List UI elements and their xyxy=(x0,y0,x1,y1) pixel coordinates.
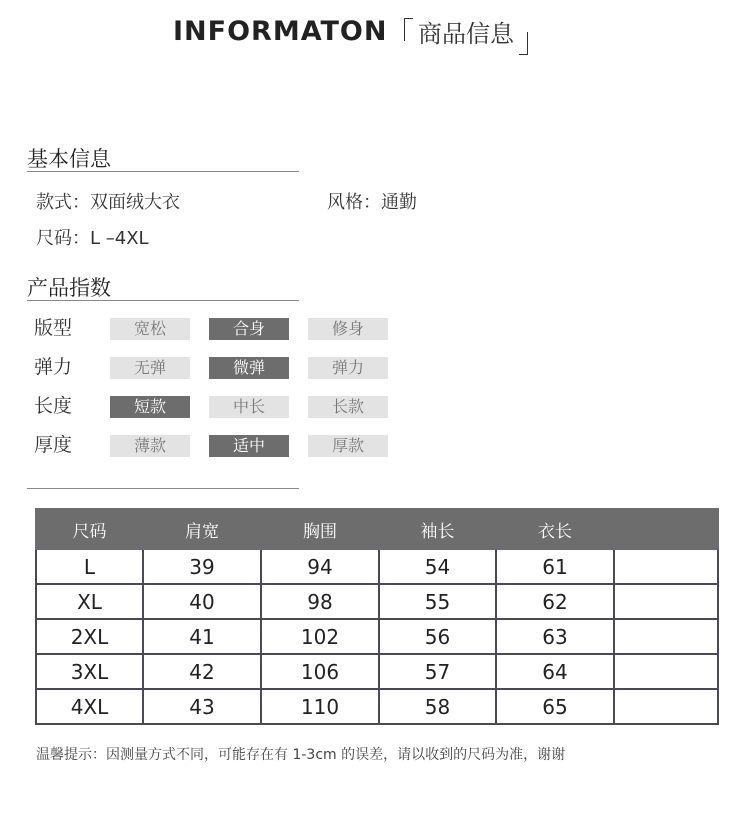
size-table-cell: 55 xyxy=(379,584,496,619)
index-row-label: 弹力 xyxy=(34,356,73,378)
size-table-cell: L xyxy=(36,549,143,584)
size-table-cell xyxy=(614,654,718,689)
index-row xyxy=(34,316,394,340)
size-table-body xyxy=(36,549,718,724)
size-table-cell: 102 xyxy=(261,619,379,654)
size-table-cell: 56 xyxy=(379,619,496,654)
size-table-cell: 2XL xyxy=(36,619,143,654)
table-row xyxy=(36,689,718,724)
index-option-selected: 适中 xyxy=(209,435,289,457)
header-title-cn xyxy=(404,14,528,54)
index-option: 修身 xyxy=(308,318,388,340)
product-index-divider xyxy=(27,300,299,301)
table-row xyxy=(36,584,718,619)
size-table-cell: 64 xyxy=(496,654,614,689)
size-table-cell: XL xyxy=(36,584,143,619)
style-text: 款式：双面绒大衣 xyxy=(36,192,180,213)
index-row xyxy=(34,355,394,379)
index-option: 厚款 xyxy=(308,435,388,457)
page-header xyxy=(0,14,750,58)
size-table-header-cell: 胸围 xyxy=(261,509,379,549)
index-option: 长款 xyxy=(308,396,388,418)
index-option-selected: 短款 xyxy=(110,396,190,418)
feel-text: 风格：通勤 xyxy=(327,192,417,213)
table-row xyxy=(36,549,718,584)
size-table-cell: 58 xyxy=(379,689,496,724)
index-row-label: 厚度 xyxy=(34,434,73,456)
size-table-cell: 106 xyxy=(261,654,379,689)
index-option-selected: 合身 xyxy=(209,318,289,340)
index-bottom-divider xyxy=(27,488,299,489)
size-table-cell: 42 xyxy=(143,654,261,689)
size-table-cell: 61 xyxy=(496,549,614,584)
size-table-cell xyxy=(614,689,718,724)
index-row xyxy=(34,394,394,418)
size-table-cell: 3XL xyxy=(36,654,143,689)
index-option: 中长 xyxy=(209,396,289,418)
size-table-header-cell xyxy=(614,509,718,549)
index-row-label: 版型 xyxy=(34,317,73,339)
right-bracket-decoration xyxy=(519,32,528,55)
index-option: 宽松 xyxy=(110,318,190,340)
size-table-cell: 4XL xyxy=(36,689,143,724)
size-table-header-cell: 尺码 xyxy=(36,509,143,549)
size-table-header-cell: 袖长 xyxy=(379,509,496,549)
index-option: 无弹 xyxy=(110,357,190,379)
table-row xyxy=(36,654,718,689)
size-table-header xyxy=(36,509,718,549)
measurement-note: 温馨提示：因测量方式不同，可能存在有 1-3cm 的误差，请以收到的尺码为准，谢谢 xyxy=(36,747,566,763)
size-table-cell: 54 xyxy=(379,549,496,584)
size-table-cell: 62 xyxy=(496,584,614,619)
basic-info-title: 基本信息 xyxy=(27,147,111,171)
size-table-cell: 39 xyxy=(143,549,261,584)
size-table-header-cell: 肩宽 xyxy=(143,509,261,549)
size-table-cell: 57 xyxy=(379,654,496,689)
left-bracket-decoration xyxy=(404,18,413,41)
product-index-title: 产品指数 xyxy=(27,276,111,300)
size-table-cell xyxy=(614,619,718,654)
index-option: 弹力 xyxy=(308,357,388,379)
size-table-cell: 94 xyxy=(261,549,379,584)
size-table-cell: 63 xyxy=(496,619,614,654)
size-table-cell: 65 xyxy=(496,689,614,724)
header-title-cn-text: 商品信息 xyxy=(418,20,514,48)
size-range-text: 尺码：L –4XL xyxy=(36,228,149,249)
header-title-en: INFORMATON xyxy=(173,16,388,47)
size-table-cell: 98 xyxy=(261,584,379,619)
index-option: 薄款 xyxy=(110,435,190,457)
index-row-label: 长度 xyxy=(34,395,73,417)
index-option-selected: 微弹 xyxy=(209,357,289,379)
size-table-cell xyxy=(614,549,718,584)
size-table-cell: 43 xyxy=(143,689,261,724)
size-table-cell: 110 xyxy=(261,689,379,724)
basic-info-divider xyxy=(27,171,299,172)
size-table-cell: 41 xyxy=(143,619,261,654)
size-table-cell xyxy=(614,584,718,619)
index-row xyxy=(34,433,394,457)
table-row xyxy=(36,619,718,654)
size-table xyxy=(35,508,719,725)
size-table-header-cell: 衣长 xyxy=(496,509,614,549)
size-table-cell: 40 xyxy=(143,584,261,619)
